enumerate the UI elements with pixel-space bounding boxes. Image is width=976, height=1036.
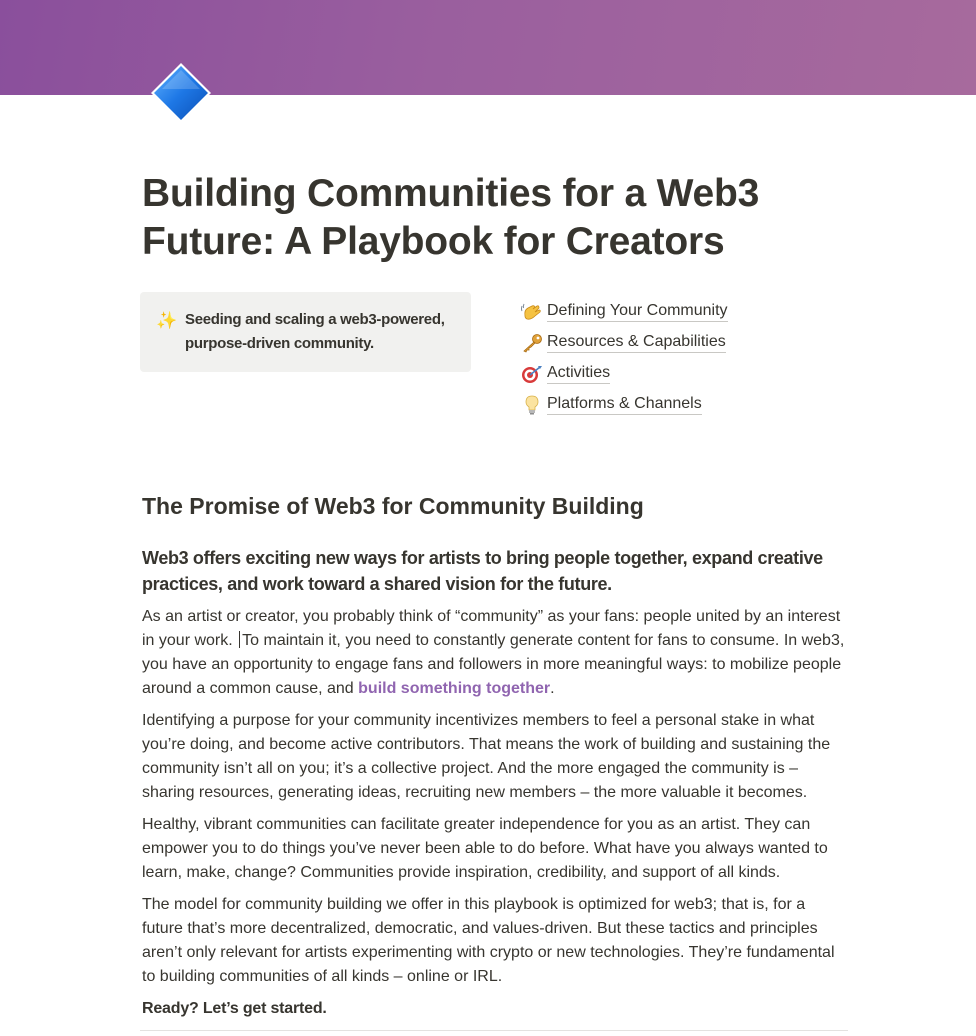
callout-text[interactable]: Seeding and scaling a web3-powered, purpose-driven community.: [185, 311, 445, 352]
sparkles-icon: ✨: [156, 311, 178, 330]
build-something-together-link[interactable]: build something together: [358, 680, 551, 697]
toc-link-label[interactable]: Platforms & Channels: [547, 394, 702, 415]
toc-item-activities[interactable]: [520, 358, 850, 389]
section-subheading[interactable]: Web3 offers exciting new ways for artists to bring people together, expand creative practices, and work toward a shared vision for the future.: [142, 548, 823, 594]
paragraph-intro[interactable]: [142, 605, 850, 701]
blue-diamond-icon[interactable]: [150, 62, 212, 124]
toc-link-label[interactable]: Activities: [547, 363, 610, 384]
page-title[interactable]: Building Communities for a Web3 Future: A Playbook for Creators: [142, 172, 760, 263]
paragraph-ready[interactable]: Ready? Let’s get started.: [142, 1000, 327, 1017]
paragraph-text: To maintain it, you need to constantly generate content for fans to consume. In web3, you have an opportunity to engage fans and followers in more meaningful ways: to mobilize people around a common cause, and: [142, 632, 845, 697]
target-icon: [520, 364, 544, 384]
divider: [140, 1030, 848, 1031]
toc-item-platforms[interactable]: [520, 389, 850, 420]
key-icon: [520, 333, 544, 353]
light-bulb-icon: [520, 395, 544, 415]
paragraph-model[interactable]: The model for community building we offer in this playbook is optimized for web3; that is, for a future that’s more decentralized, democratic, and values-driven. But these tactics and principles aren’t only relevant for artists experimenting with crypto or new technologies. They’re fundamental to building communities of all kinds – online or IRL.: [142, 896, 835, 985]
text-cursor: [239, 631, 240, 648]
table-of-contents: [520, 296, 850, 420]
toc-link-label[interactable]: Resources & Capabilities: [547, 332, 726, 353]
toc-link-label[interactable]: Defining Your Community: [547, 301, 728, 322]
paragraph-healthy-communities[interactable]: Healthy, vibrant communities can facilitate greater independence for you as an artist. They can empower you to do things you’ve never been able to do before. What have you always wanted to learn, make, change? Communities provide inspiration, credibility, and support of all kinds.: [142, 816, 828, 881]
page-cover: [0, 0, 976, 95]
paragraph-text: .: [550, 680, 555, 697]
section-heading[interactable]: The Promise of Web3 for Community Building: [142, 493, 644, 519]
paragraph-text: As an artist or creator, you probably think of “community” as your fans: people united by an interest in your work.: [142, 608, 841, 649]
callout: [140, 292, 471, 372]
paragraph-purpose[interactable]: Identifying a purpose for your community incentivizes members to feel a personal stake in what you’re doing, and become active contributors. That means the work of building and sustaining the community isn’t all on you; it’s a collective project. And the more engaged the community is – sharing resources, generating ideas, recruiting new members – the more valuable it becomes.: [142, 712, 831, 801]
toc-item-resources[interactable]: [520, 327, 850, 358]
waving-hand-icon: [520, 302, 544, 322]
toc-item-defining-community[interactable]: [520, 296, 850, 327]
